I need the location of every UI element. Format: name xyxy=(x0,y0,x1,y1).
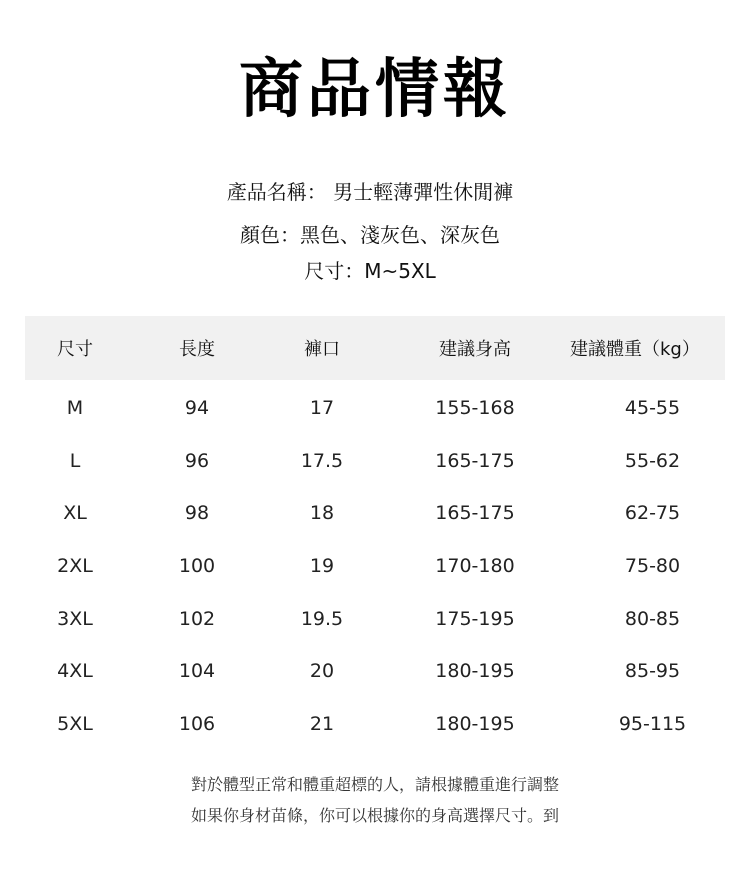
cell-hem: 18 xyxy=(309,502,335,525)
table-row xyxy=(25,645,725,698)
table-row xyxy=(25,540,725,593)
product-sizes: 尺寸：M~5XL xyxy=(304,259,436,283)
cell-hem: 19.5 xyxy=(300,607,344,630)
cell-hem: 17.5 xyxy=(300,449,344,472)
header-length: 長度 xyxy=(179,339,215,360)
product-colors: 顏色：黑色、淺灰色、深灰色 xyxy=(240,223,500,247)
cell-weight: 62-75 xyxy=(624,502,681,525)
cell-length: 94 xyxy=(184,397,210,420)
size-table xyxy=(25,316,725,750)
cell-size: 3XL xyxy=(57,607,93,630)
size-table-header xyxy=(25,316,725,380)
header-weight: 建議體重（kg） xyxy=(570,339,700,360)
cell-height: 155-168 xyxy=(435,397,515,420)
table-row xyxy=(25,698,725,751)
cell-size: M xyxy=(66,397,84,420)
product-name: 產品名稱： 男士輕薄彈性休閒褲 xyxy=(226,180,514,204)
cell-weight: 55-62 xyxy=(624,449,681,472)
cell-height: 180-195 xyxy=(435,660,515,683)
cell-weight: 85-95 xyxy=(624,660,681,683)
cell-weight: 45-55 xyxy=(624,397,681,420)
cell-size: 5XL xyxy=(57,712,93,735)
cell-size: 4XL xyxy=(57,660,93,683)
table-row xyxy=(25,382,725,435)
cell-length: 96 xyxy=(184,449,210,472)
table-row xyxy=(25,435,725,488)
cell-height: 165-175 xyxy=(435,449,515,472)
page-title: 商品情報 xyxy=(239,53,511,127)
cell-hem: 19 xyxy=(309,555,335,578)
cell-hem: 17 xyxy=(309,397,335,420)
size-note-line-2: 如果你身材苗條，你可以根據你的身高選擇尺寸。到 xyxy=(190,806,559,825)
cell-length: 100 xyxy=(178,555,216,578)
cell-hem: 20 xyxy=(309,660,335,683)
cell-size: L xyxy=(69,449,81,472)
cell-length: 98 xyxy=(184,502,210,525)
cell-length: 106 xyxy=(178,712,216,735)
cell-height: 180-195 xyxy=(435,712,515,735)
cell-size: XL xyxy=(63,502,87,525)
cell-hem: 21 xyxy=(309,712,335,735)
cell-height: 170-180 xyxy=(435,555,515,578)
cell-weight: 80-85 xyxy=(624,607,681,630)
size-table-body xyxy=(25,380,725,750)
header-size: 尺寸 xyxy=(57,339,93,360)
table-row xyxy=(25,592,725,645)
header-height: 建議身高 xyxy=(439,339,511,360)
table-row xyxy=(25,487,725,540)
cell-height: 165-175 xyxy=(435,502,515,525)
header-hem: 褲口 xyxy=(304,339,340,360)
cell-height: 175-195 xyxy=(435,607,515,630)
cell-size: 2XL xyxy=(57,555,93,578)
cell-weight: 75-80 xyxy=(624,555,681,578)
cell-length: 102 xyxy=(178,607,216,630)
cell-length: 104 xyxy=(178,660,216,683)
cell-weight: 95-115 xyxy=(618,712,687,735)
size-note-line-1: 對於體型正常和體重超標的人，請根據體重進行調整 xyxy=(190,775,559,794)
